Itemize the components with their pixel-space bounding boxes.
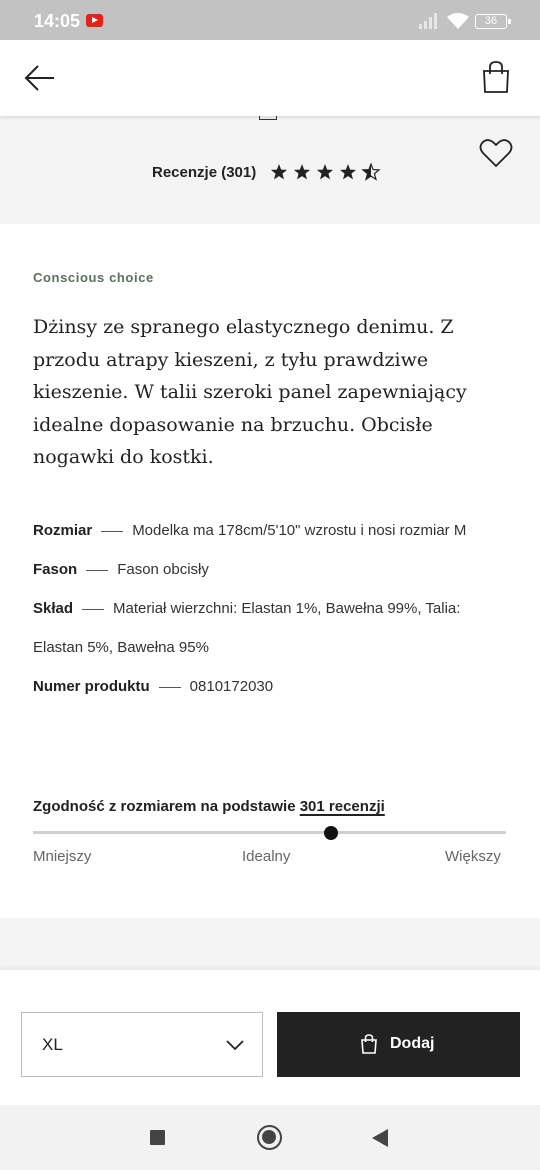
rating-star <box>294 164 310 179</box>
spec-label: Numer produktu <box>33 678 150 695</box>
shopping-bag-icon <box>361 1034 377 1054</box>
divider <box>101 531 123 532</box>
spec-value: Fason obcisły <box>117 561 209 578</box>
battery-level: 36 <box>484 15 498 27</box>
favorite-heart-icon[interactable] <box>479 137 513 169</box>
rating-star <box>317 164 333 179</box>
youtube-notification-icon <box>86 14 103 27</box>
reviews-link[interactable]: Recenzje (301) <box>152 164 257 181</box>
wifi-icon <box>446 12 470 30</box>
app-bar <box>0 40 540 116</box>
divider <box>86 570 108 571</box>
divider <box>82 609 104 610</box>
home-icon[interactable] <box>257 1125 282 1150</box>
add-to-bag-button[interactable] <box>277 1012 520 1077</box>
spec-label: Rozmiar <box>33 522 93 539</box>
spec-label: Skład <box>33 600 74 617</box>
spec-value: 0810172030 <box>189 678 274 695</box>
partial-image-edge <box>259 116 277 120</box>
battery-icon <box>475 14 507 29</box>
size-fit-indicator <box>324 826 338 840</box>
fit-label-smaller: Mniejszy <box>33 848 92 865</box>
conscious-choice-badge: Conscious choice <box>33 270 154 285</box>
back-arrow-icon[interactable] <box>24 62 56 94</box>
spec-row-size <box>33 511 513 550</box>
status-bar <box>0 0 540 40</box>
rating-stars[interactable] <box>270 163 382 181</box>
product-specs <box>33 511 513 706</box>
spec-value: Modelka ma 178cm/5'10" wzrostu i nosi rozmiar M <box>132 522 467 539</box>
spec-value: Materiał wierzchni: Elastan 1%, Bawełna 99%, Talia: Elastan 5%, Bawełna 95% <box>33 600 461 656</box>
spec-row-fit <box>33 550 513 589</box>
size-fit-title <box>33 798 385 815</box>
chevron-down-icon <box>226 1039 244 1051</box>
size-select[interactable] <box>21 1012 263 1077</box>
product-description: Dżinsy ze spranego elastycznego denimu. Z przodu atrapy kieszeni, z tyłu prawdziwe kieszenie. W talii szeroki panel zapewniający idealne dopasowanie na brzuchu. Obcisłe nogawki do kostki. <box>33 316 467 468</box>
fit-label-ideal: Idealny <box>242 848 291 865</box>
rating-star <box>271 164 287 179</box>
system-nav-bar <box>0 1105 540 1170</box>
status-time: 14:05 <box>34 11 81 31</box>
signal-icon <box>418 13 440 29</box>
size-fit-prefix: Zgodność z rozmiarem na podstawie <box>33 798 296 815</box>
spec-row-product-number <box>33 667 513 706</box>
section-separator <box>0 918 540 970</box>
spec-label: Fason <box>33 561 78 578</box>
divider <box>159 687 181 688</box>
add-button-label: Dodaj <box>390 1035 435 1052</box>
reviews-panel <box>0 116 540 224</box>
fit-label-larger: Większy <box>445 848 501 865</box>
recents-icon[interactable] <box>150 1130 165 1145</box>
spec-row-composition <box>33 589 513 667</box>
back-icon[interactable] <box>372 1129 388 1147</box>
size-fit-track <box>33 831 506 834</box>
size-fit-reviews-link[interactable]: 301 recenzji <box>299 798 385 815</box>
selected-size: XL <box>42 1035 63 1054</box>
shopping-bag-icon[interactable] <box>482 60 510 94</box>
rating-star <box>340 164 356 179</box>
